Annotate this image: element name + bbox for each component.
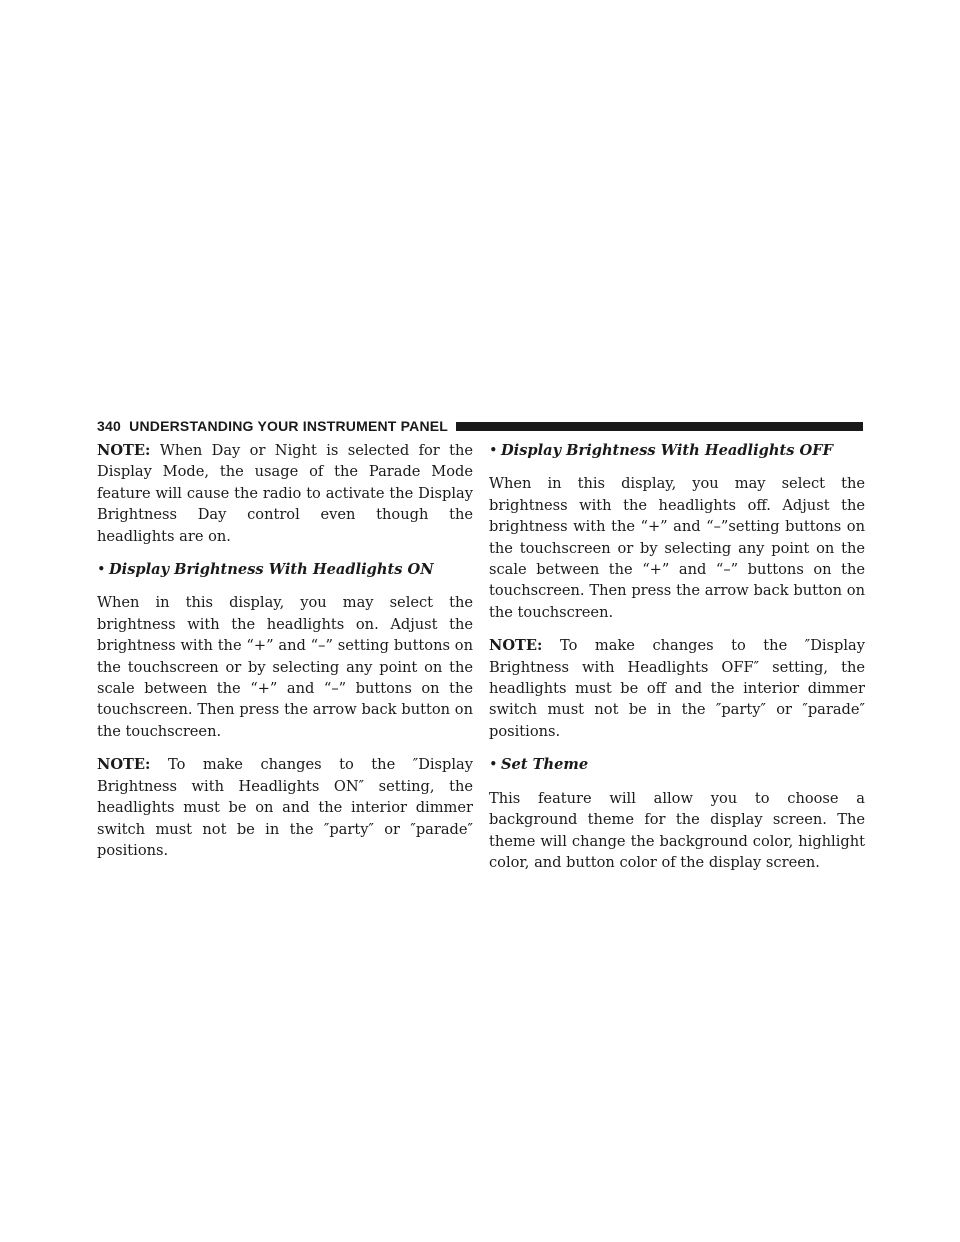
body-paragraph: This feature will allow you to choose a background theme for the display screen. The theme will change the background color, highlight color, and button color of the display screen. <box>489 789 865 871</box>
left-column <box>97 440 473 873</box>
note-paragraph <box>97 440 473 547</box>
bullet-title: Set Theme <box>501 756 589 774</box>
page-header <box>97 418 863 434</box>
note-label: NOTE: <box>97 442 151 459</box>
section-title: UNDERSTANDING YOUR INSTRUMENT PANEL <box>129 418 449 434</box>
note-text: To make changes to the ″Display Brightness with Headlights ON″ setting, the headlights must be on and the interior dimmer switch must not be in the ″party″ or ″parade″ positions. <box>97 756 474 859</box>
bullet-title: Display Brightness With Headlights ON <box>109 561 434 579</box>
bullet-heading <box>97 559 473 580</box>
body-paragraph: When in this display, you may select the brightness with the headlights off. Adjust the brightness with the “+” and “–”setting buttons on the touchscreen or by selecting any point on the scale between the “+” and “–” buttons on the touchscreen. Then press the arrow back button on the touchscreen. <box>489 475 865 621</box>
bullet-heading <box>489 754 865 775</box>
header-label <box>97 418 456 434</box>
bullet-icon: • <box>489 756 498 774</box>
note-paragraph <box>97 754 473 861</box>
note-label: NOTE: <box>97 756 151 774</box>
note-text: When Day or Night is selected for the Display Mode, the usage of the Parade Mode feature will cause the radio to activate the Display Brightness Day control even though the headlights are on. <box>97 442 474 545</box>
bullet-icon: • <box>97 561 106 579</box>
header-rule <box>456 422 863 431</box>
note-paragraph <box>489 635 865 742</box>
bullet-heading <box>489 440 865 461</box>
note-label: NOTE: <box>489 637 543 655</box>
right-column <box>489 440 865 885</box>
page-number: 340 <box>97 418 121 434</box>
note-text: To make changes to the ″Display Brightness with Headlights OFF″ setting, the headlights must be off and the interior dimmer switch must not be in the ″party″ or ″parade″ positions. <box>489 637 866 740</box>
bullet-icon: • <box>489 442 498 459</box>
bullet-title: Display Brightness With Headlights OFF <box>501 442 833 459</box>
body-paragraph: When in this display, you may select the brightness with the headlights on. Adjust the brightness with the “+” and “–” setting buttons on the touchscreen or by selecting any point on the scale between the “+” and “–” buttons on the touchscreen. Then press the arrow back button on the touchscreen. <box>97 594 473 740</box>
